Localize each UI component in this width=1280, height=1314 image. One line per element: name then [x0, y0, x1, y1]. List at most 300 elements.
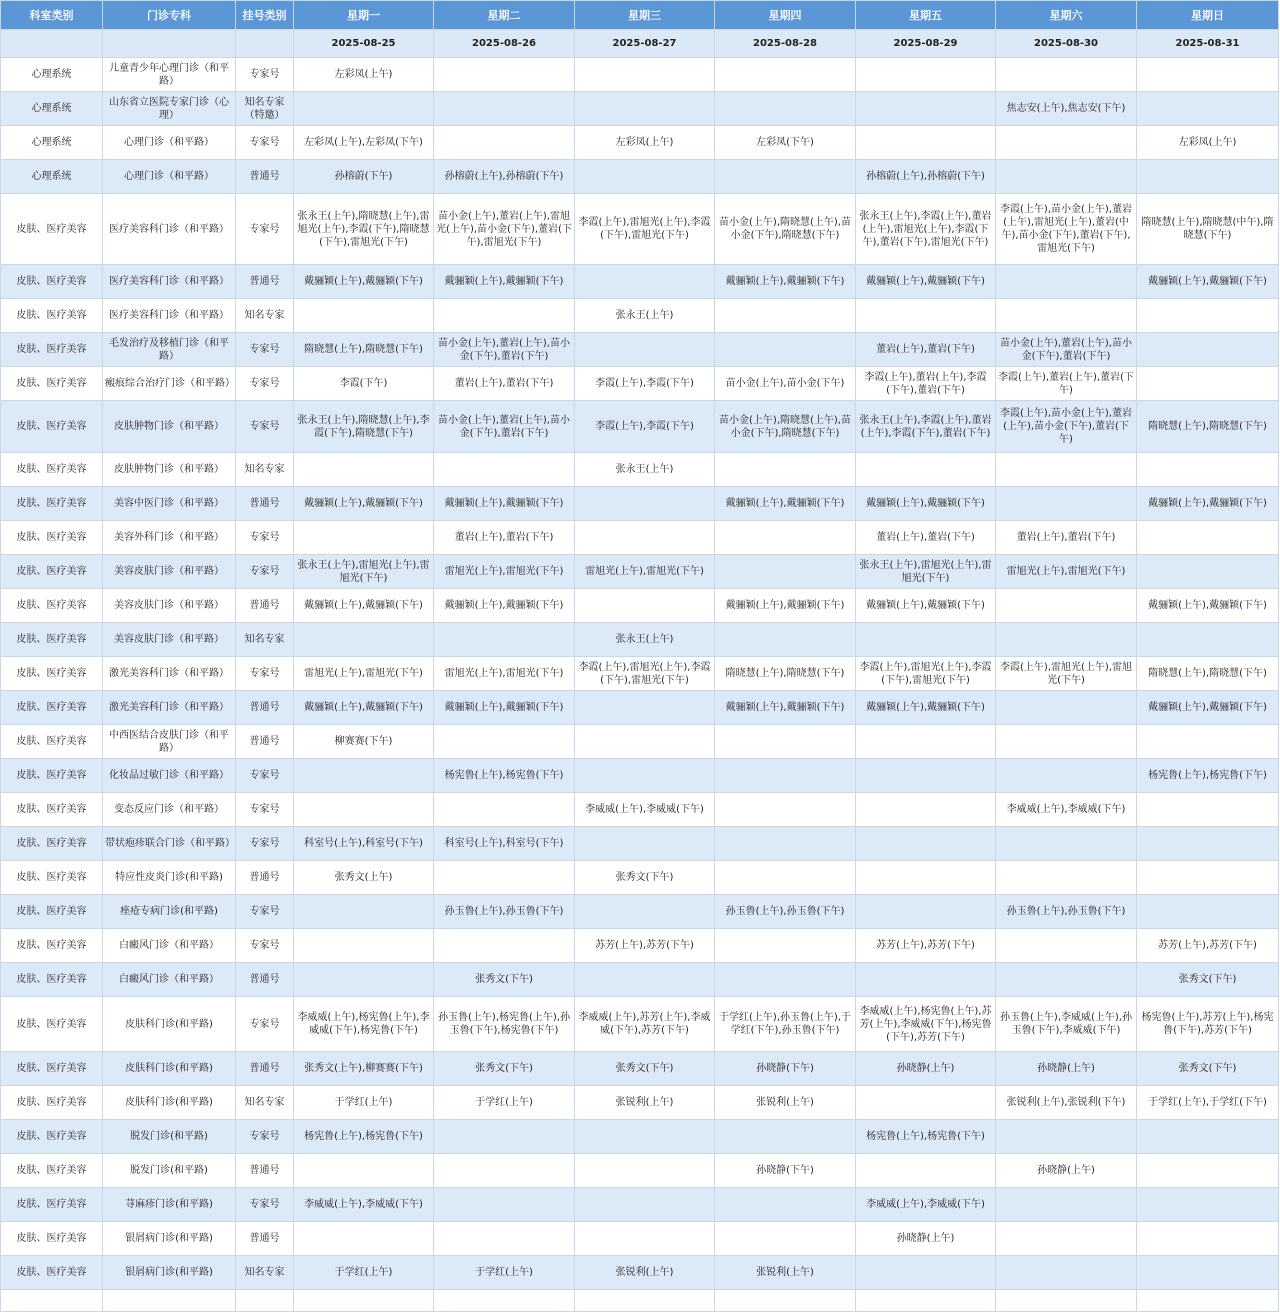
saturday-cell — [996, 1222, 1137, 1256]
saturday-cell — [996, 1290, 1137, 1312]
tuesday-cell: 于学红(上午) — [434, 1086, 575, 1120]
thursday-cell: 张锐利(上午) — [715, 1256, 856, 1290]
wednesday-cell: 左彩凤(上午) — [575, 126, 715, 160]
registration-type-cell: 普通号 — [236, 1154, 294, 1188]
registration-type-cell: 普通号 — [236, 1052, 294, 1086]
wednesday-cell — [575, 265, 715, 299]
friday-cell: 李威威(上午),李威威(下午) — [856, 1188, 996, 1222]
tuesday-cell: 雷旭光(上午),雷旭光(下午) — [434, 555, 575, 589]
monday-cell — [294, 1154, 434, 1188]
registration-type-cell: 专家号 — [236, 333, 294, 367]
table-row — [1, 725, 1279, 759]
registration-type-cell: 专家号 — [236, 793, 294, 827]
clinic-cell: 心理门诊（和平路） — [103, 126, 236, 160]
wednesday-cell: 雷旭光(上午),雷旭光(下午) — [575, 555, 715, 589]
thursday-cell — [715, 555, 856, 589]
monday-cell: 戴骊颖(上午),戴骊颖(下午) — [294, 691, 434, 725]
sunday-cell — [1137, 555, 1279, 589]
friday-cell: 戴骊颖(上午),戴骊颖(下午) — [856, 487, 996, 521]
wednesday-cell: 李威威(上午),李威威(下午) — [575, 793, 715, 827]
table-row — [1, 160, 1279, 194]
department-cell: 皮肤、医疗美容 — [1, 487, 103, 521]
sunday-cell — [1137, 299, 1279, 333]
registration-type-cell: 专家号 — [236, 555, 294, 589]
friday-cell — [856, 963, 996, 997]
saturday-cell — [996, 58, 1137, 92]
table-row — [1, 827, 1279, 861]
wednesday-cell — [575, 1222, 715, 1256]
department-cell: 皮肤、医疗美容 — [1, 997, 103, 1052]
header-tuesday: 星期二 — [434, 1, 575, 30]
wednesday-cell — [575, 589, 715, 623]
table-row — [1, 1086, 1279, 1120]
table-row — [1, 126, 1279, 160]
tuesday-cell — [434, 58, 575, 92]
monday-cell: 张永王(上午),隋晓慧(上午),雷旭光(上午),李霞(下午),隋晓慧(下午),雷旭光(下午) — [294, 194, 434, 265]
tuesday-cell: 董岩(上午),董岩(下午) — [434, 367, 575, 401]
table-row — [1, 194, 1279, 265]
clinic-cell: 医疗美容科门诊（和平路） — [103, 194, 236, 265]
department-cell: 皮肤、医疗美容 — [1, 521, 103, 555]
saturday-cell: 董岩(上午),董岩(下午) — [996, 521, 1137, 555]
table-row — [1, 521, 1279, 555]
sunday-cell — [1137, 1188, 1279, 1222]
tuesday-cell: 董岩(上午),董岩(下午) — [434, 521, 575, 555]
clinic-cell: 痤疮专病门诊(和平路) — [103, 895, 236, 929]
table-row — [1, 793, 1279, 827]
wednesday-cell — [575, 759, 715, 793]
monday-cell — [294, 759, 434, 793]
wednesday-cell — [575, 1120, 715, 1154]
department-cell: 皮肤、医疗美容 — [1, 691, 103, 725]
department-cell: 皮肤、医疗美容 — [1, 861, 103, 895]
wednesday-cell: 李霞(上午),李霞(下午) — [575, 367, 715, 401]
department-cell: 皮肤、医疗美容 — [1, 963, 103, 997]
monday-cell: 柳赛赛(下午) — [294, 725, 434, 759]
monday-cell: 戴骊颖(上午),戴骊颖(下午) — [294, 487, 434, 521]
tuesday-cell: 科室号(上午),科室号(下午) — [434, 827, 575, 861]
tuesday-cell — [434, 92, 575, 126]
clinic-cell: 白癜风门诊（和平路） — [103, 929, 236, 963]
monday-cell: 左彩凤(上午) — [294, 58, 434, 92]
monday-cell — [294, 623, 434, 657]
saturday-cell: 李霞(上午),雷旭光(上午),雷旭光(下午) — [996, 657, 1137, 691]
wednesday-cell — [575, 333, 715, 367]
friday-cell: 戴骊颖(上午),戴骊颖(下午) — [856, 589, 996, 623]
date-cell — [1, 30, 103, 58]
registration-type-cell: 专家号 — [236, 1188, 294, 1222]
sunday-cell: 戴骊颖(上午),戴骊颖(下午) — [1137, 265, 1279, 299]
friday-cell: 张永王(上午),雷旭光(上午),雷旭光(下午) — [856, 555, 996, 589]
date-sunday: 2025-08-31 — [1137, 30, 1279, 58]
registration-type-cell: 专家号 — [236, 657, 294, 691]
friday-cell — [856, 1154, 996, 1188]
registration-type-cell: 专家号 — [236, 194, 294, 265]
saturday-cell: 孙玉鲁(上午),孙玉鲁(下午) — [996, 895, 1137, 929]
department-cell: 皮肤、医疗美容 — [1, 929, 103, 963]
department-cell: 皮肤、医疗美容 — [1, 657, 103, 691]
department-cell: 皮肤、医疗美容 — [1, 1120, 103, 1154]
monday-cell: 张永王(上午),雷旭光(上午),雷旭光(下午) — [294, 555, 434, 589]
registration-type-cell: 普通号 — [236, 487, 294, 521]
friday-cell — [856, 725, 996, 759]
sunday-cell: 左彩凤(上午) — [1137, 126, 1279, 160]
thursday-cell — [715, 521, 856, 555]
table-row — [1, 1120, 1279, 1154]
department-cell: 皮肤、医疗美容 — [1, 759, 103, 793]
friday-cell: 张永王(上午),李霞(上午),董岩(上午),李霞(下午),董岩(下午) — [856, 401, 996, 453]
saturday-cell — [996, 861, 1137, 895]
friday-cell — [856, 793, 996, 827]
thursday-cell — [715, 453, 856, 487]
sunday-cell — [1137, 333, 1279, 367]
clinic-cell: 激光美容科门诊（和平路） — [103, 657, 236, 691]
sunday-cell: 隋晓慧(上午),隋晓慧(下午) — [1137, 657, 1279, 691]
sunday-cell — [1137, 793, 1279, 827]
tuesday-cell — [434, 861, 575, 895]
header-sunday: 星期日 — [1137, 1, 1279, 30]
department-cell: 皮肤、医疗美容 — [1, 725, 103, 759]
clinic-cell: 毛发治疗及移植门诊（和平路） — [103, 333, 236, 367]
wednesday-cell — [575, 487, 715, 521]
monday-cell: 隋晓慧(上午),隋晓慧(下午) — [294, 333, 434, 367]
tuesday-cell: 戴骊颖(上午),戴骊颖(下午) — [434, 487, 575, 521]
thursday-cell — [715, 1188, 856, 1222]
table-row — [1, 589, 1279, 623]
tuesday-cell — [434, 299, 575, 333]
monday-cell — [294, 1222, 434, 1256]
registration-type-cell: 普通号 — [236, 861, 294, 895]
thursday-cell: 苗小金(上午),隋晓慧(上午),苗小金(下午),隋晓慧(下午) — [715, 401, 856, 453]
table-row — [1, 92, 1279, 126]
wednesday-cell: 李霞(上午),雷旭光(上午),李霞(下午),雷旭光(下午) — [575, 194, 715, 265]
clinic-cell: 皮肤科门诊(和平路) — [103, 1086, 236, 1120]
monday-cell — [294, 929, 434, 963]
friday-cell: 董岩(上午),董岩(下午) — [856, 333, 996, 367]
clinic-cell: 瘢痕综合治疗门诊（和平路） — [103, 367, 236, 401]
sunday-cell: 戴骊颖(上午),戴骊颖(下午) — [1137, 691, 1279, 725]
date-tuesday: 2025-08-26 — [434, 30, 575, 58]
clinic-cell: 变态反应门诊（和平路） — [103, 793, 236, 827]
saturday-cell: 孙晓静(上午) — [996, 1052, 1137, 1086]
department-cell: 皮肤、医疗美容 — [1, 827, 103, 861]
thursday-cell — [715, 1222, 856, 1256]
sunday-cell: 杨宪鲁(上午),苏芳(上午),杨宪鲁(下午),苏芳(下午) — [1137, 997, 1279, 1052]
wednesday-cell: 张锐利(上午) — [575, 1086, 715, 1120]
department-cell: 皮肤、医疗美容 — [1, 194, 103, 265]
registration-type-cell: 专家号 — [236, 827, 294, 861]
clinic-cell: 医疗美容科门诊（和平路） — [103, 299, 236, 333]
clinic-cell: 美容皮肤门诊（和平路） — [103, 555, 236, 589]
wednesday-cell: 苏芳(上午),苏芳(下午) — [575, 929, 715, 963]
header-registration-type: 挂号类别 — [236, 1, 294, 30]
thursday-cell: 孙晓静(下午) — [715, 1154, 856, 1188]
sunday-cell: 戴骊颖(上午),戴骊颖(下午) — [1137, 589, 1279, 623]
saturday-cell — [996, 725, 1137, 759]
friday-cell: 张永王(上午),李霞(上午),董岩(上午),雷旭光(上午),李霞(下午),董岩(下午),雷旭光(下午) — [856, 194, 996, 265]
friday-cell — [856, 759, 996, 793]
clinic-cell: 中西医结合皮肤门诊（和平路） — [103, 725, 236, 759]
clinic-cell: 银屑病门诊(和平路) — [103, 1222, 236, 1256]
thursday-cell: 隋晓慧(上午),隋晓慧(下午) — [715, 657, 856, 691]
tuesday-cell: 孙榕蔚(上午),孙榕蔚(下午) — [434, 160, 575, 194]
friday-cell — [856, 895, 996, 929]
friday-cell — [856, 92, 996, 126]
sunday-cell — [1137, 1154, 1279, 1188]
registration-type-cell: 普通号 — [236, 725, 294, 759]
monday-cell: 于学红(上午) — [294, 1256, 434, 1290]
clinic-cell: 医疗美容科门诊（和平路） — [103, 265, 236, 299]
monday-cell: 李霞(下午) — [294, 367, 434, 401]
monday-cell — [294, 1290, 434, 1312]
registration-type-cell: 知名专家 — [236, 1256, 294, 1290]
saturday-cell — [996, 160, 1137, 194]
thursday-cell — [715, 299, 856, 333]
monday-cell: 杨宪鲁(上午),杨宪鲁(下午) — [294, 1120, 434, 1154]
clinic-cell: 脱发门诊(和平路) — [103, 1154, 236, 1188]
sunday-cell — [1137, 1222, 1279, 1256]
monday-cell — [294, 299, 434, 333]
friday-cell — [856, 827, 996, 861]
thursday-cell: 孙晓静(下午) — [715, 1052, 856, 1086]
date-row — [1, 30, 1279, 58]
monday-cell: 张秀文(上午) — [294, 861, 434, 895]
table-row — [1, 367, 1279, 401]
table-row — [1, 691, 1279, 725]
table-row — [1, 58, 1279, 92]
saturday-cell — [996, 691, 1137, 725]
wednesday-cell: 张永王(上午) — [575, 453, 715, 487]
wednesday-cell: 张锐利(上午) — [575, 1256, 715, 1290]
friday-cell — [856, 623, 996, 657]
department-cell: 皮肤、医疗美容 — [1, 555, 103, 589]
monday-cell — [294, 793, 434, 827]
friday-cell: 戴骊颖(上午),戴骊颖(下午) — [856, 691, 996, 725]
clinic-cell: 心理门诊（和平路） — [103, 160, 236, 194]
department-cell: 皮肤、医疗美容 — [1, 1086, 103, 1120]
clinic-cell: 美容外科门诊（和平路） — [103, 521, 236, 555]
friday-cell — [856, 126, 996, 160]
clinic-cell: 美容中医门诊（和平路） — [103, 487, 236, 521]
wednesday-cell — [575, 1154, 715, 1188]
thursday-cell — [715, 963, 856, 997]
thursday-cell — [715, 58, 856, 92]
registration-type-cell: 知名专家 — [236, 1086, 294, 1120]
saturday-cell — [996, 453, 1137, 487]
monday-cell: 戴骊颖(上午),戴骊颖(下午) — [294, 265, 434, 299]
department-cell: 皮肤、医疗美容 — [1, 453, 103, 487]
tuesday-cell — [434, 453, 575, 487]
tuesday-cell — [434, 929, 575, 963]
monday-cell — [294, 453, 434, 487]
saturday-cell — [996, 1120, 1137, 1154]
thursday-cell — [715, 861, 856, 895]
table-row — [1, 895, 1279, 929]
tuesday-cell: 于学红(上午) — [434, 1256, 575, 1290]
wednesday-cell — [575, 895, 715, 929]
monday-cell: 张秀文(上午),柳赛赛(下午) — [294, 1052, 434, 1086]
tuesday-cell — [434, 126, 575, 160]
friday-cell — [856, 1290, 996, 1312]
registration-type-cell: 专家号 — [236, 895, 294, 929]
department-cell: 心理系统 — [1, 126, 103, 160]
sunday-cell: 戴骊颖(上午),戴骊颖(下午) — [1137, 487, 1279, 521]
saturday-cell — [996, 623, 1137, 657]
monday-cell: 雷旭光(上午),雷旭光(下午) — [294, 657, 434, 691]
tuesday-cell — [434, 1290, 575, 1312]
saturday-cell — [996, 929, 1137, 963]
registration-type-cell: 普通号 — [236, 265, 294, 299]
table-row — [1, 453, 1279, 487]
date-thursday: 2025-08-28 — [715, 30, 856, 58]
header-wednesday: 星期三 — [575, 1, 715, 30]
registration-type-cell: 专家号 — [236, 1120, 294, 1154]
friday-cell: 李霞(上午),雷旭光(上午),李霞(下午),雷旭光(下午) — [856, 657, 996, 691]
wednesday-cell — [575, 1188, 715, 1222]
saturday-cell — [996, 827, 1137, 861]
monday-cell: 于学红(上午) — [294, 1086, 434, 1120]
wednesday-cell — [575, 725, 715, 759]
sunday-cell: 隋晓慧(上午),隋晓慧(下午) — [1137, 401, 1279, 453]
clinic-cell: 银屑病门诊(和平路) — [103, 1256, 236, 1290]
friday-cell — [856, 58, 996, 92]
wednesday-cell: 张永王(上午) — [575, 299, 715, 333]
table-row — [1, 861, 1279, 895]
department-cell: 皮肤、医疗美容 — [1, 367, 103, 401]
table-row — [1, 623, 1279, 657]
registration-type-cell: 专家号 — [236, 58, 294, 92]
saturday-cell — [996, 126, 1137, 160]
thursday-cell — [715, 160, 856, 194]
friday-cell: 孙晓静(上午) — [856, 1052, 996, 1086]
friday-cell — [856, 453, 996, 487]
department-cell: 皮肤、医疗美容 — [1, 1222, 103, 1256]
table-row — [1, 759, 1279, 793]
registration-type-cell: 知名专家 — [236, 299, 294, 333]
thursday-cell: 戴骊颖(上午),戴骊颖(下午) — [715, 691, 856, 725]
friday-cell: 戴骊颖(上午),戴骊颖(下午) — [856, 265, 996, 299]
header-department: 科室类别 — [1, 1, 103, 30]
thursday-cell — [715, 793, 856, 827]
monday-cell: 张永王(上午),隋晓慧(上午),李霞(下午),隋晓慧(下午) — [294, 401, 434, 453]
sunday-cell: 于学红(上午),于学红(下午) — [1137, 1086, 1279, 1120]
clinic-cell: 带状疱疹联合门诊（和平路） — [103, 827, 236, 861]
saturday-cell — [996, 299, 1137, 333]
sunday-cell: 张秀文(下午) — [1137, 1052, 1279, 1086]
clinic-cell: 化妆品过敏门诊（和平路） — [103, 759, 236, 793]
registration-type-cell: 知名专家 — [236, 453, 294, 487]
department-cell: 皮肤、医疗美容 — [1, 895, 103, 929]
sunday-cell — [1137, 1256, 1279, 1290]
department-cell: 皮肤、医疗美容 — [1, 333, 103, 367]
registration-type-cell: 专家号 — [236, 929, 294, 963]
table-row — [1, 1290, 1279, 1312]
sunday-cell — [1137, 861, 1279, 895]
wednesday-cell — [575, 1290, 715, 1312]
friday-cell — [856, 299, 996, 333]
header-saturday: 星期六 — [996, 1, 1137, 30]
saturday-cell — [996, 265, 1137, 299]
monday-cell — [294, 92, 434, 126]
tuesday-cell — [434, 793, 575, 827]
friday-cell: 孙榕蔚(上午),孙榕蔚(下午) — [856, 160, 996, 194]
tuesday-cell: 苗小金(上午),董岩(上午),雷旭光(上午),苗小金(下午),董岩(下午),雷旭光(下午) — [434, 194, 575, 265]
thursday-cell: 苗小金(上午),苗小金(下午) — [715, 367, 856, 401]
sunday-cell — [1137, 160, 1279, 194]
monday-cell — [294, 895, 434, 929]
monday-cell: 孙榕蔚(下午) — [294, 160, 434, 194]
friday-cell — [856, 1256, 996, 1290]
sunday-cell: 苏芳(上午),苏芳(下午) — [1137, 929, 1279, 963]
table-row — [1, 265, 1279, 299]
clinic-cell: 皮肤肿物门诊（和平路） — [103, 401, 236, 453]
tuesday-cell: 孙玉鲁(上午),孙玉鲁(下午) — [434, 895, 575, 929]
table-row — [1, 401, 1279, 453]
saturday-cell: 孙晓静(上午) — [996, 1154, 1137, 1188]
wednesday-cell: 李霞(上午),李霞(下午) — [575, 401, 715, 453]
thursday-cell — [715, 1290, 856, 1312]
thursday-cell — [715, 759, 856, 793]
tuesday-cell: 戴骊颖(上午),戴骊颖(下午) — [434, 265, 575, 299]
friday-cell: 李霞(上午),董岩(上午),李霞(下午),董岩(下午) — [856, 367, 996, 401]
sunday-cell — [1137, 367, 1279, 401]
department-cell: 皮肤、医疗美容 — [1, 1188, 103, 1222]
table-row — [1, 555, 1279, 589]
saturday-cell: 雷旭光(上午),雷旭光(下午) — [996, 555, 1137, 589]
wednesday-cell — [575, 827, 715, 861]
saturday-cell — [996, 759, 1137, 793]
clinic-cell: 山东省立医院专家门诊（心理） — [103, 92, 236, 126]
header-clinic: 门诊专科 — [103, 1, 236, 30]
saturday-cell: 焦志安(上午),焦志安(下午) — [996, 92, 1137, 126]
monday-cell: 科室号(上午),科室号(下午) — [294, 827, 434, 861]
table-row — [1, 963, 1279, 997]
sunday-cell — [1137, 623, 1279, 657]
header-monday: 星期一 — [294, 1, 434, 30]
saturday-cell: 孙玉鲁(上午),李威威(上午),孙玉鲁(下午),李威威(下午) — [996, 997, 1137, 1052]
clinic-cell: 皮肤肿物门诊（和平路） — [103, 453, 236, 487]
department-cell: 心理系统 — [1, 58, 103, 92]
date-cell — [236, 30, 294, 58]
registration-type-cell: 普通号 — [236, 691, 294, 725]
wednesday-cell — [575, 92, 715, 126]
table-row — [1, 1154, 1279, 1188]
table-row — [1, 997, 1279, 1052]
sunday-cell — [1137, 521, 1279, 555]
thursday-cell: 戴骊颖(上午),戴骊颖(下午) — [715, 589, 856, 623]
department-cell: 皮肤、医疗美容 — [1, 1154, 103, 1188]
tuesday-cell — [434, 1222, 575, 1256]
department-cell: 心理系统 — [1, 92, 103, 126]
table-row — [1, 929, 1279, 963]
tuesday-cell — [434, 1188, 575, 1222]
date-friday: 2025-08-29 — [856, 30, 996, 58]
schedule-body — [1, 58, 1279, 1312]
friday-cell — [856, 861, 996, 895]
department-cell: 皮肤、医疗美容 — [1, 1052, 103, 1086]
registration-type-cell: 知名专家（特邀） — [236, 92, 294, 126]
header-friday: 星期五 — [856, 1, 996, 30]
tuesday-cell — [434, 725, 575, 759]
tuesday-cell — [434, 1154, 575, 1188]
saturday-cell — [996, 963, 1137, 997]
clinic-cell — [103, 1290, 236, 1312]
friday-cell: 李威威(上午),杨宪鲁(上午),苏芳(上午),李威威(下午),杨宪鲁(下午),苏芳(下午) — [856, 997, 996, 1052]
thursday-cell — [715, 333, 856, 367]
registration-type-cell: 专家号 — [236, 126, 294, 160]
saturday-cell: 张锐利(上午),张锐利(下午) — [996, 1086, 1137, 1120]
monday-cell — [294, 963, 434, 997]
